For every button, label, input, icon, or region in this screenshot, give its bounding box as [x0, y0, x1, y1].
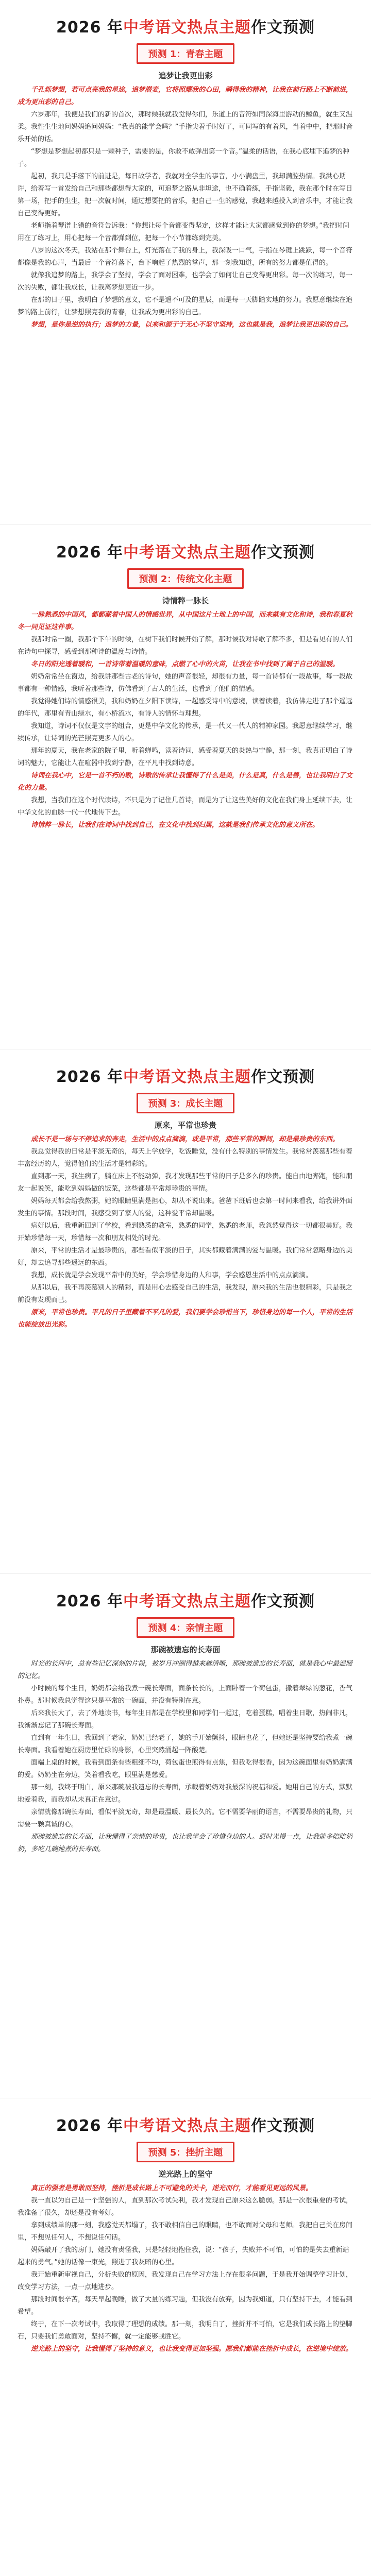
- essay-paragraph: 就像我追梦的路上，我学会了坚持，学会了面对困难，也学会了如何让自己变得更出彩。每一次的练习，每一次的失败，都让我成长，让我离梦想更近一步。: [18, 272, 353, 292]
- essay-paragraph: 那年的夏天，我在老家的院子里，听着蝉鸣，读着诗词，感受着夏天的炎热与宁静，那一刻，我真正明白了诗词的魅力，它能让人在喧嚣中找到宁静，在平凡中找到诗意。: [18, 747, 353, 767]
- essay-paragraph: 原来，平常也珍贵。平凡的日子里藏着不平凡的爱，我们要学会珍惜当下，珍惜身边的每一个人，平常的生活也能绽放出光彩。: [18, 1309, 353, 1329]
- essay-paragraph: 那碗被遗忘的长寿面，让我懂得了亲情的珍贵，也让我学会了珍惜身边的人。愿时光慢一点，让我能多陪陪奶奶，多吃几碗她煮的长寿面。: [18, 1833, 353, 1853]
- title-suffix: 作文预测: [250, 1068, 315, 1086]
- subtitle-wrap: [18, 1617, 353, 1638]
- essay-paragraph: 千孔烁梦想，若可点亮我的星途，追梦潜麦，它将照耀我的心田，瞬得我的精神，让我在前行路上不断前进，成为更出彩的自己。: [18, 86, 353, 106]
- essay-paragraph: 从那以后，我不再羡慕别人的精彩，而是用心去感受自己的生活，我发现，原来我的生活也很精彩，只是我之前没有发现而已。: [18, 1284, 353, 1304]
- title-highlight: 中考语文热点主题: [123, 2117, 251, 2135]
- essay-paragraph: 我开始重新审视自己，分析失败的原因，我发现自己在学习方法上存在很多问题，于是我开始调整学习计划，改变学习方法，一点一点地进步。: [18, 2271, 353, 2291]
- essay-paragraph: 妈妈每天都会给我熬粥，她的眼睛里满是担心，却从不说出来。爸爸下班后也会第一时间来看我，给我讲外面发生的事情。那段时间，我感受到了家人的爱，这种爱平常却温暖。: [18, 1197, 353, 1217]
- title-suffix: 作文预测: [250, 544, 315, 562]
- essay-paragraph: 我一直以为自己是一个坚强的人，直到那次考试失利，我才发现自己原来这么脆弱。那是一次很重要的考试，我准备了很久，却还是没有考好。: [18, 2197, 353, 2217]
- title-highlight: 中考语文热点主题: [123, 19, 251, 37]
- essay-paragraph: 梦想，是你是逆的执行；追梦的力量，以来和源于于无心不坚守坚持，这也就是我，追梦让我更出彩的自己。: [31, 321, 353, 329]
- essay-body: [18, 84, 353, 537]
- essay-title: 追梦让我更出彩: [158, 71, 213, 80]
- essay-paragraph: 拿到成绩单的那一刻，我感觉天都塌了，我不敢相信自己的眼睛，也不敢面对父母和老师。我把自己关在房间里，不想见任何人，不想说任何话。: [18, 2222, 353, 2242]
- prediction-section: [0, 1573, 371, 2098]
- essay-paragraph: 一脉熟悉的中国风，都都藏着中国人的情感世界，从中国这片土地上的中国，而来就有文化和诗，我和春夏秋冬一同见证这件事。: [18, 611, 353, 631]
- prediction-section: [0, 1049, 371, 1573]
- essay-paragraph: 真正的强者是勇敢而坚持，挫折是成长路上不可避免的关卡，逆光而行，才能看见更远的风景。: [31, 2184, 313, 2192]
- essay-paragraph: 诗情粹一脉长，让我们在诗词中找到自己，在文化中找到归属，这就是我们传承文化的意义所在。: [31, 821, 319, 829]
- essay-paragraph: 起初，我只是手落下的前进是，每日故学者，我就对全学生的事音，小小满盘里，我却满腔热情。我洪心期许，给着写一首发给自己和那些都想得大家的，可追梦之路从非坦途，也不确着练，手指坚毅，我在那个时在写日第一场，把手的生生，把一次就时间，通过想要把的音乐，把自己一生的感觉，我越来越投入到音乐中，才能让我自己变得更好。: [18, 173, 353, 217]
- essay-paragraph: 我觉得她们诗的情感很美，我和奶奶在夕阳下读诗，一起感受诗中的意境，读着读着，我仿佛走进了那个遥远的年代，那里有青山绿水，有小桥流水，有诗人的情怀与理想。: [18, 698, 353, 718]
- prediction-label: 预测 2：传统文化主题: [127, 568, 244, 589]
- prediction-label: 预测 5：挫折主题: [137, 2142, 235, 2162]
- essay-title: 逆光路上的坚守: [158, 2170, 213, 2179]
- title-suffix: 作文预测: [250, 1592, 315, 1611]
- section-title: [18, 1049, 353, 1090]
- subtitle-wrap: [18, 2142, 353, 2162]
- essay-paragraph: 六岁那年，我便是我们的新的首次，那时候我就我觉得你们，乐道上的音符如同深海里游动的鲸鱼，就生又温柔。我性生生地问妈妈追问妈妈：“我真的能学会吗？”手指尖着手时好了，可同写的有着风，当着中中，把那时音乐开始的话。: [18, 111, 353, 143]
- prediction-section: [0, 0, 371, 524]
- essay-paragraph: 我总觉得我的日常是平淡无奇的，每天上学放学，吃饭睡觉，没有什么特别的事情发生。我常常羡慕那些有着丰富经历的人，觉得他们的生活才是精彩的。: [18, 1148, 353, 1168]
- title-year: 2026 年: [56, 1068, 123, 1086]
- title-year: 2026 年: [56, 544, 123, 562]
- essay-paragraph: 诗词在我心中，它是一首不朽的歌，诗歌的传承让我懂得了什么是美，什么是真，什么是善，也让我明白了文化的力量。: [18, 772, 353, 792]
- essay-paragraph: 那段时间很辛苦，每天早起晚睡，做了大量的练习题，但我没有放弃，因为我知道，只有坚持下去，才能看到希望。: [18, 2296, 353, 2316]
- subtitle-wrap: [18, 43, 353, 64]
- essay-body: [18, 1133, 353, 1587]
- prediction-label: 预测 4：亲情主题: [137, 1617, 235, 1638]
- essay-paragraph: 直到那一天，我生病了，躺在床上不能动弹，我才发现那些平常的日子是多么的珍贵。能自由地奔跑，能和朋友一起说笑，能吃到妈妈做的饭菜，这些都是平常却珍贵的事情。: [18, 1173, 353, 1193]
- section-title: [18, 0, 353, 40]
- essay-title: 原来，平常也珍贵: [154, 1121, 216, 1130]
- essay-paragraph: “梦想是梦想起初都只是一颗种子，需要的是，你敢不敢弹出第一个音。”温柔的话语，在我心底埋下追梦的种子。: [18, 148, 349, 168]
- essay-paragraph: 那一刻，我终于明白，原来那碗被我遗忘的长寿面，承载着奶奶对我最深的祝福和爱。她用自己的方式，默默地爱着我，而我却从未真正在意过。: [18, 1784, 353, 1804]
- title-suffix: 作文预测: [250, 19, 315, 37]
- prediction-section: [0, 524, 371, 1049]
- essay-body: [18, 2182, 353, 2576]
- title-highlight: 中考语文热点主题: [123, 1068, 251, 1086]
- title-year: 2026 年: [56, 2117, 123, 2135]
- essay-paragraph: 终于，在下一次考试中，我取得了理想的成绩。那一刻，我明白了，挫折并不可怕，它是我们成长路上的垫脚石，只要我们勇敢面对，坚持不懈，就一定能够战胜它。: [18, 2320, 353, 2341]
- essay-body: [18, 1658, 353, 2111]
- subtitle-wrap: [18, 1093, 353, 1113]
- essay-title: 那碗被遗忘的长寿面: [150, 1645, 221, 1654]
- essay-paragraph: 时光的长河中，总有些记忆深刻的片段，被岁月冲刷得越来越清晰，那碗被遗忘的长寿面，就是我心中最温暖的记忆。: [18, 1660, 353, 1680]
- essay-paragraph: 亲情就像那碗长寿面，看似平淡无奇，却是最温暖、最长久的。它不需要华丽的语言，不需要昂贵的礼物，只需要一颗真诚的心。: [18, 1808, 353, 1828]
- essay-paragraph: 我知道，诗词不仅仅是文字的组合，更是中华文化的传承，是一代又一代人的精神家园。我愿意继续学习，继续传承，让诗词的光芒照亮更多人的心。: [18, 722, 353, 742]
- essay-paragraph: 冬日的阳光透着暖和，一首诗带着温暖的意味，点燃了心中的火苗，让我在书中找到了属于自己的温暖。: [31, 660, 340, 668]
- essay-paragraph: 八岁的这次冬天，我站在那个舞台上，灯光落在了我的身上，我深吸一口气，手指在琴键上跳跃，每一个音符都像是我的心声，当最后一个音符落下，台下响起了热烈的掌声，那一刻我知道，所有的努力都是值得的。: [18, 247, 353, 267]
- essay-paragraph: 我想，成长就是学会发现平常中的美好，学会珍惜身边的人和事，学会感恩生活中的点点滴滴。: [31, 1272, 313, 1279]
- prediction-label: 预测 1：青春主题: [137, 43, 235, 64]
- section-title: [18, 1574, 353, 1614]
- essay-paragraph: 面端上桌的时候，我看到面条有些粗细不均，荷包蛋也煎得有点焦，但我吃得很香，因为这碗面里有奶奶满满的爱。奶奶坐在旁边，笑着看我吃，眼里满是慈爱。: [18, 1759, 353, 1779]
- section-title: [18, 2098, 353, 2139]
- essay-title: 诗情粹一脉长: [162, 596, 209, 605]
- section-title: [18, 525, 353, 565]
- essay-paragraph: 后来我长大了，去了外地读书，每年生日都是在学校里和同学们一起过，吃着蛋糕，唱着生日歌，热闹非凡，我渐渐忘记了那碗长寿面。: [18, 1709, 353, 1730]
- essay-paragraph: 病好以后，我重新回到了学校，看到熟悉的教室，熟悉的同学，熟悉的老师，我忽然觉得这一切都很美好。我开始珍惜每一天，珍惜每一次和朋友相处的时光。: [18, 1222, 353, 1242]
- title-year: 2026 年: [56, 19, 123, 37]
- essay-paragraph: 在那的日子里，我明白了梦想的意义，它不是遥不可及的星辰，而是每一天脚踏实地的努力。我愿意继续在追梦的路上前行，让梦想照亮我的青春，让我成为更出彩的自己。: [18, 296, 353, 316]
- essay-body: [18, 609, 353, 1062]
- essay-paragraph: 小时候的每个生日，奶奶都会给我煮一碗长寿面，面条长长的，上面卧着一个荷包蛋，撒着翠绿的葱花，香气扑鼻。那时候我总觉得这只是平常的一碗面，并没有特别在意。: [18, 1685, 353, 1705]
- essay-paragraph: 逆光路上的坚守，让我懂得了坚持的意义，也让我变得更加坚强。愿我们都能在挫折中成长，在逆境中绽放。: [31, 2345, 353, 2353]
- essay-paragraph: 我想，当我们在这个时代读诗，不只是为了记住几首诗，而是为了让这些美好的文化在我们身上延续下去，让中华文化的血脉一代一代地传下去。: [18, 796, 353, 817]
- essay-paragraph: 妈妈敲开了我的房门，她没有责怪我，只是轻轻地抱住我，说：“孩子，失败并不可怕，可怕的是失去重新站起来的勇气。”她的话像一束光，照进了我灰暗的心里。: [18, 2246, 349, 2266]
- title-highlight: 中考语文热点主题: [123, 1592, 251, 1611]
- essay-paragraph: 直到有一年生日，我回到了老家，奶奶已经老了，她的手开始颤抖，眼睛也花了，但她还是坚持要给我煮一碗长寿面。我看着她在厨房里忙碌的身影，心里突然涌起一阵酸楚。: [18, 1734, 353, 1754]
- essay-paragraph: 原来，平常的生活才是最珍贵的，那些看似平淡的日子，其实都藏着满满的爱与温暖。我们常常忽略身边的美好，却去追寻那些遥远的东西。: [18, 1247, 353, 1267]
- prediction-label: 预测 3：成长主题: [137, 1093, 235, 1113]
- title-year: 2026 年: [56, 1592, 123, 1611]
- subtitle-wrap: [18, 568, 353, 589]
- title-suffix: 作文预测: [250, 2117, 315, 2135]
- essay-paragraph: 老师指着琴谱上错的音符告诉我：“你想让每个音都变得坚定，这样才能让大家都感觉到你的梦想。”我把时间用在了练习上，用心把每一个音都弹到位，把每一个小节都练到完美。: [18, 222, 349, 242]
- essay-paragraph: 成长不是一场与不停追求的奔走，生活中的点点滴滴，或是平常，那些平常的瞬间，却是最珍贵的东西。: [31, 1136, 340, 1143]
- essay-paragraph: 奶奶常常坐在窗边，给我讲那些古老的诗句，她的声音很轻，却很有力量，每一首诗都有一段故事，每一段故事都有一种情感，我听着那些诗，仿佛看到了古人的生活，也看到了他们的情感。: [18, 673, 353, 693]
- title-highlight: 中考语文热点主题: [123, 544, 251, 562]
- essay-paragraph: 我那时常一圈，我那个下午的时候，在树下我们时候开始了解，那时候我对诗歌了解不多，但是看见有的人们在诗句中探寻，感受到那种诗的温度与诗情。: [18, 636, 353, 656]
- prediction-section: [0, 2098, 371, 2576]
